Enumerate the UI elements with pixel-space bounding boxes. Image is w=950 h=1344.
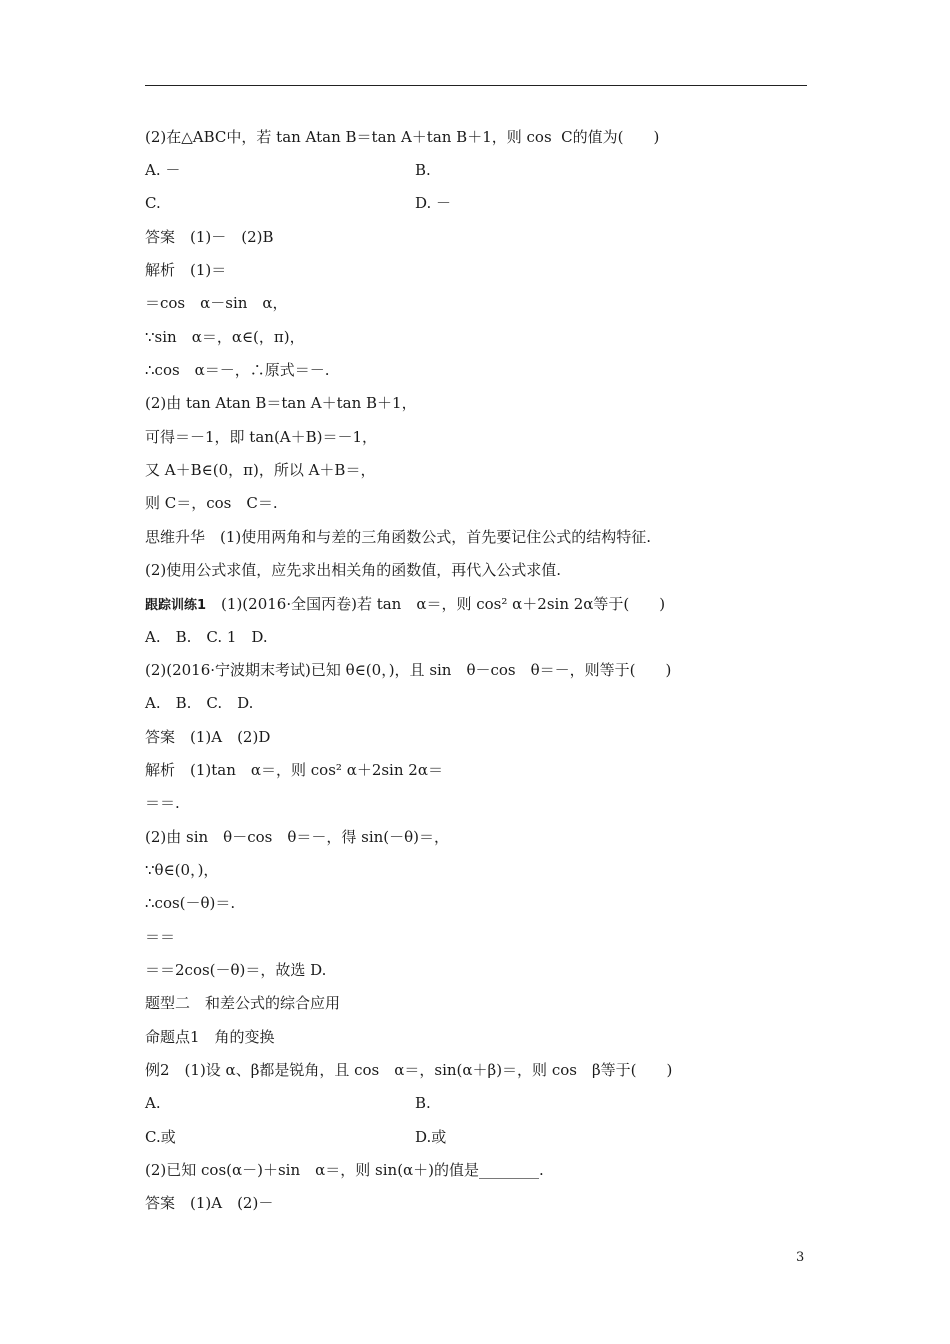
line-text: ＝＝ bbox=[145, 928, 176, 946]
line-text: 解析 (1)＝ bbox=[145, 261, 227, 279]
text-line bbox=[145, 1060, 672, 1080]
line-text: (2)由 tan Atan B＝tan A＋tan B＋1， bbox=[145, 394, 417, 412]
text-line bbox=[145, 1093, 161, 1113]
line-text: (1)(2016·全国丙卷)若 tan α＝，则 cos² α＋2sin 2α等于( ) bbox=[206, 595, 666, 613]
option-right-column: D. － bbox=[415, 194, 452, 212]
option-right-column: B. bbox=[415, 161, 431, 179]
line-text: ＝＝2cos(－θ)＝，故选 D. bbox=[145, 961, 327, 979]
text-line bbox=[145, 627, 268, 647]
line-text: ∵sin α＝，α∈(，π)， bbox=[145, 328, 305, 346]
text-line bbox=[145, 160, 180, 180]
text-line bbox=[145, 460, 375, 480]
text-line bbox=[145, 860, 218, 880]
text-line bbox=[145, 693, 253, 713]
line-text: 例2 (1)设 α、β都是锐角，且 cos α＝，sin(α＋β)＝，则 cos β等于( ) bbox=[145, 1061, 673, 1079]
line-text: 答案 (1)A (2)－ bbox=[145, 1194, 274, 1212]
text-line bbox=[145, 660, 671, 680]
text-line bbox=[145, 1027, 275, 1047]
exercise-label: 跟踪训练1 bbox=[145, 598, 207, 613]
text-line bbox=[145, 560, 561, 580]
text-line bbox=[145, 793, 180, 813]
text-line bbox=[145, 227, 274, 247]
line-text: (2)(2016·宁波期末考试)已知 θ∈(0，)，且 sin θ－cos θ＝－，则等于( ) bbox=[145, 661, 672, 679]
line-text: ∴cos α＝－，∴原式＝－. bbox=[145, 361, 330, 379]
text-line bbox=[145, 260, 226, 280]
text-line bbox=[145, 760, 443, 780]
line-text: 又 A＋B∈(0，π)，所以 A＋B＝， bbox=[145, 461, 376, 479]
line-text: A. B. C. 1 D. bbox=[145, 628, 268, 646]
line-text: 题型二 和差公式的综合应用 bbox=[145, 994, 341, 1012]
line-text: 可得＝－1，即 tan(A＋B)＝－1， bbox=[145, 428, 378, 446]
text-line bbox=[145, 327, 305, 347]
text-line bbox=[145, 993, 340, 1013]
line-text: ＝cos α－sin α， bbox=[145, 294, 288, 312]
text-line bbox=[145, 727, 270, 747]
text-line bbox=[145, 193, 161, 213]
header-rule bbox=[145, 85, 807, 86]
text-line bbox=[145, 293, 288, 313]
text-line bbox=[145, 527, 651, 547]
line-text: ∵θ∈(0，)， bbox=[145, 861, 219, 879]
line-text: 命题点1 角的变换 bbox=[145, 1028, 275, 1046]
line-text: 解析 (1)tan α＝，则 cos² α＋2sin 2α＝ bbox=[145, 761, 443, 779]
text-line bbox=[145, 1160, 544, 1180]
line-text: (2)已知 cos(α－)＋sin α＝，则 sin(α＋)的值是________. bbox=[145, 1161, 544, 1179]
text-line bbox=[145, 594, 665, 616]
text-line bbox=[145, 927, 175, 947]
text-line bbox=[145, 127, 659, 147]
option-right-column: B. bbox=[415, 1094, 431, 1112]
line-text: 思维升华 (1)使用两角和与差的三角函数公式，首先要记住公式的结构特征. bbox=[145, 528, 652, 546]
line-text: ＝＝. bbox=[145, 794, 180, 812]
line-text: (2)使用公式求值，应先求出相关角的函数值，再代入公式求值. bbox=[145, 561, 562, 579]
text-line bbox=[145, 960, 326, 980]
line-text: C. bbox=[145, 194, 161, 212]
text-line bbox=[145, 1127, 176, 1147]
page-number: 3 bbox=[796, 1250, 805, 1265]
option-right-column: D.或 bbox=[415, 1128, 447, 1146]
line-text: A. bbox=[145, 1094, 161, 1112]
line-text: (2)由 sin θ－cos θ＝－，得 sin(－θ)＝， bbox=[145, 828, 450, 846]
text-line bbox=[145, 827, 449, 847]
line-text: 答案 (1)－ (2)B bbox=[145, 228, 274, 246]
text-line bbox=[145, 360, 330, 380]
line-text: A. B. C. D. bbox=[145, 694, 254, 712]
line-text: (2)在△ABC中，若 tan Atan B＝tan A＋tan B＋1，则 cos C的值为( ) bbox=[145, 128, 660, 146]
line-text: A. － bbox=[145, 161, 181, 179]
line-text: ∴cos(－θ)＝. bbox=[145, 894, 236, 912]
text-line bbox=[145, 393, 417, 413]
line-text: 答案 (1)A (2)D bbox=[145, 728, 271, 746]
line-text: C.或 bbox=[145, 1128, 176, 1146]
text-line bbox=[145, 493, 278, 513]
line-text: 则 C＝，cos C＝. bbox=[145, 494, 278, 512]
text-line bbox=[145, 427, 377, 447]
text-line bbox=[145, 1193, 273, 1213]
text-line bbox=[145, 893, 235, 913]
